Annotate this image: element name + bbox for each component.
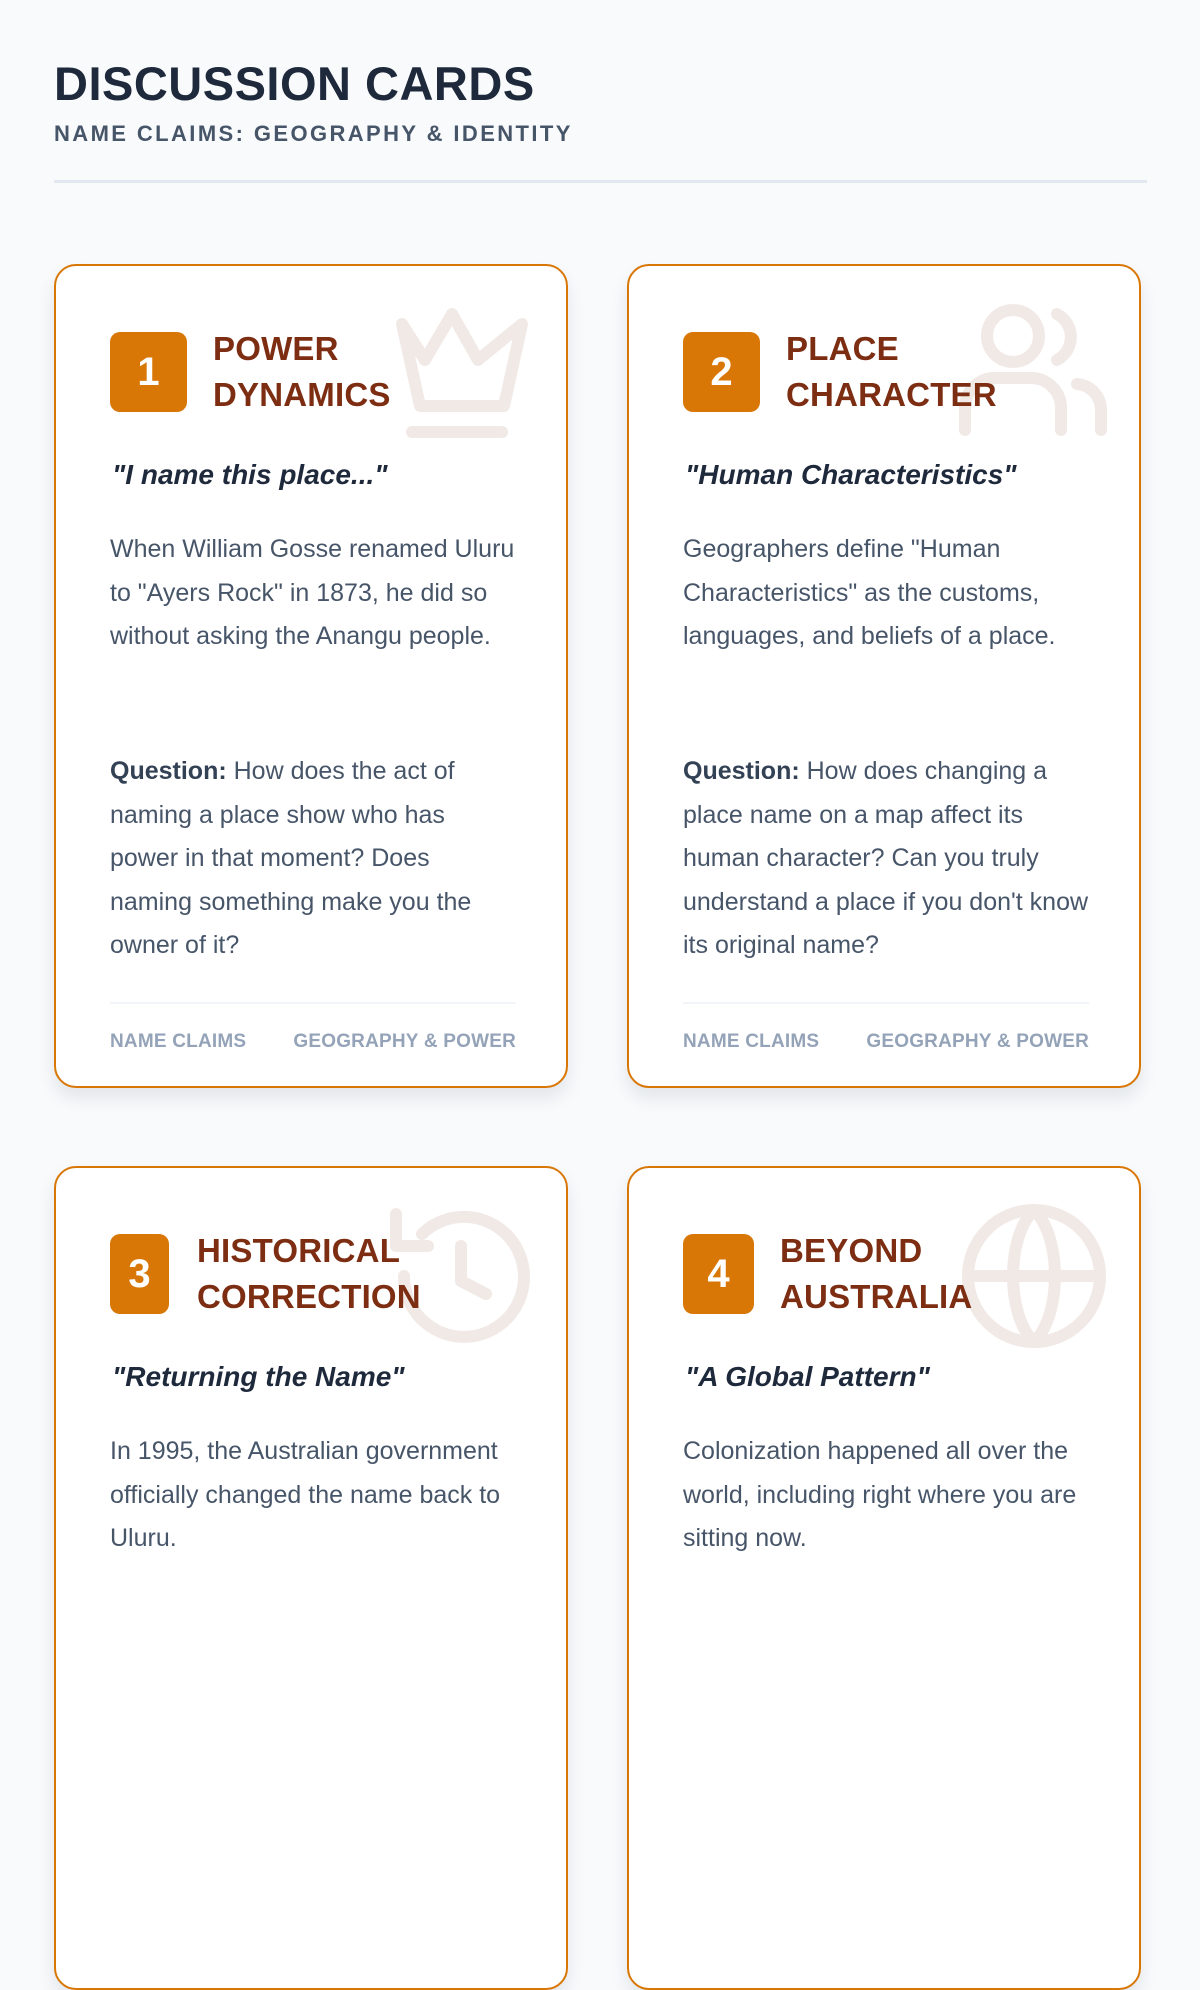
card-body: When William Gosse renamed Uluru to "Ayers Rock" in 1873, he did so without asking the Anangu people.: [110, 535, 515, 650]
card-header: [683, 326, 1026, 418]
page-subtitle: NAME CLAIMS: GEOGRAPHY & IDENTITY: [54, 121, 573, 146]
discussion-card: [627, 1166, 1141, 1990]
card-title: BEYOND AUSTRALIA: [780, 1232, 973, 1315]
discussion-card: [54, 1166, 568, 1990]
card-body: In 1995, the Australian government officially changed the name back to Uluru.: [110, 1437, 501, 1552]
card-tag: NAME CLAIMS: [110, 1031, 247, 1052]
card-body: Geographers define "Human Characteristics" as the customs, languages, and beliefs of a place.: [683, 535, 1056, 650]
card-title: PLACE CHARACTER: [786, 330, 997, 413]
card-quote: "I name this place...": [112, 459, 388, 490]
card-number-badge: 4: [683, 1234, 754, 1314]
card-question: [683, 750, 1089, 968]
card-quote: "Returning the Name": [112, 1361, 405, 1392]
card-header: [683, 1228, 1020, 1320]
card-number-badge: 3: [110, 1234, 169, 1314]
page-title: DISCUSSION CARDS: [54, 57, 535, 110]
card-title: POWER DYNAMICS: [213, 330, 391, 413]
question-label: Question:: [683, 757, 800, 785]
card-quote: "Human Characteristics": [685, 459, 1017, 490]
card-number-badge: 1: [110, 332, 187, 412]
card-number-badge: 2: [683, 332, 760, 412]
header-divider: [54, 180, 1147, 183]
card-title: HISTORICAL CORRECTION: [197, 1232, 421, 1315]
question-label: Question:: [110, 757, 227, 785]
card-tag: GEOGRAPHY & POWER: [866, 1031, 1089, 1052]
card-body: Colonization happened all over the world, including right where you are sitting now.: [683, 1437, 1077, 1552]
discussion-card: [627, 264, 1141, 1088]
card-question: [110, 750, 516, 968]
card-footer: [683, 1002, 1089, 1054]
question-text: How does changing a place name on a map affect its human character? Can you truly understand a place if you don't know its original name?: [683, 757, 1089, 959]
card-header: [110, 1228, 437, 1320]
page-header: [54, 56, 1147, 147]
card-header: [110, 326, 453, 418]
card-footer: [110, 1002, 516, 1054]
card-tag: NAME CLAIMS: [683, 1031, 820, 1052]
card-tag: GEOGRAPHY & POWER: [293, 1031, 516, 1052]
card-quote: "A Global Pattern": [685, 1361, 930, 1392]
question-text: How does the act of naming a place show who has power in that moment? Does naming something make you the owner of it?: [110, 757, 472, 959]
discussion-card: [54, 264, 568, 1088]
